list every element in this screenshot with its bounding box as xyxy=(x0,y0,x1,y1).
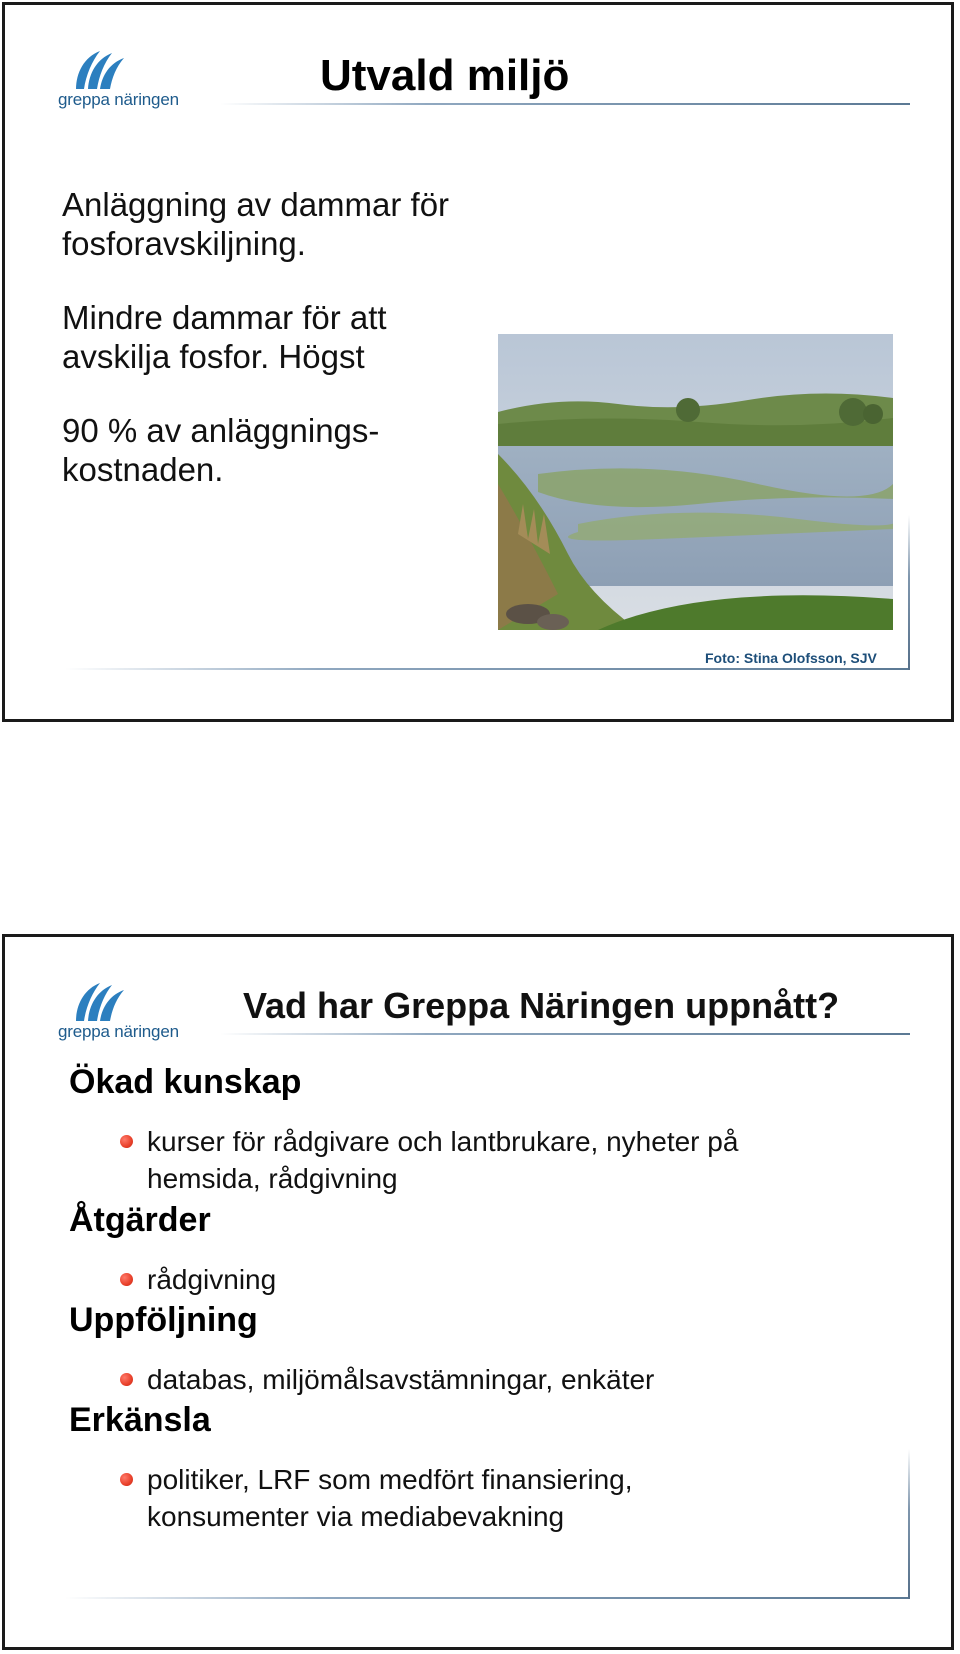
paragraph-3 xyxy=(62,411,379,489)
section-heading: Åtgärder xyxy=(69,1201,211,1239)
text-line: Anläggning av dammar för xyxy=(62,186,450,223)
text-line: 90 % av anläggnings- xyxy=(62,412,380,449)
text-line: avskilja fosfor. Högst xyxy=(62,338,365,375)
greppa-logo xyxy=(58,977,188,1047)
title-underline xyxy=(220,1033,910,1035)
text-line: Mindre dammar för att xyxy=(62,299,387,336)
bullet-line: kurser för rådgivare och lantbrukare, nyheter på xyxy=(147,1126,739,1157)
side-rule xyxy=(908,515,910,670)
pond-photo xyxy=(498,334,893,630)
text-line: fosforavskiljning. xyxy=(62,225,306,262)
bullet-line: hemsida, rådgivning xyxy=(147,1163,398,1194)
paragraph-1 xyxy=(62,185,449,263)
slide-title: Vad har Greppa Näringen uppnått? xyxy=(243,985,840,1026)
logo-text: greppa näringen xyxy=(58,1022,179,1041)
section-heading: Ökad kunskap xyxy=(69,1063,302,1101)
bullet-line: databas, miljömålsavstämningar, enkäter xyxy=(147,1364,655,1395)
bullet-dot-icon xyxy=(120,1373,133,1386)
paragraph-2 xyxy=(62,298,387,376)
section-heading: Erkänsla xyxy=(69,1401,211,1439)
slide-utvald-miljo xyxy=(2,2,954,722)
bullet-item xyxy=(147,1461,633,1535)
title-underline xyxy=(220,103,910,105)
slide-title: Utvald miljö xyxy=(320,51,570,100)
footer-rule xyxy=(65,1597,910,1599)
bullet-line: politiker, LRF som medfört finansiering, xyxy=(147,1464,633,1495)
bullet-item xyxy=(147,1361,654,1398)
bullet-item xyxy=(147,1261,276,1298)
footer-rule xyxy=(65,668,910,670)
bullet-line: rådgivning xyxy=(147,1264,277,1295)
bullet-line: konsumenter via mediabevakning xyxy=(147,1501,565,1532)
greppa-logo xyxy=(58,45,188,115)
bullet-dot-icon xyxy=(120,1473,133,1486)
slide-vad-har-greppa-uppnatt xyxy=(2,934,954,1650)
photo-credit: Foto: Stina Olofsson, SJV xyxy=(705,650,877,666)
greppa-swoosh-icon xyxy=(70,977,130,1023)
side-rule xyxy=(908,1449,910,1599)
greppa-swoosh-icon xyxy=(70,45,130,91)
bullet-item xyxy=(147,1123,738,1197)
section-heading: Uppföljning xyxy=(69,1301,258,1339)
text-line: kostnaden. xyxy=(62,451,224,488)
bullet-dot-icon xyxy=(120,1273,133,1286)
bullet-dot-icon xyxy=(120,1135,133,1148)
logo-text: greppa näringen xyxy=(58,90,179,109)
